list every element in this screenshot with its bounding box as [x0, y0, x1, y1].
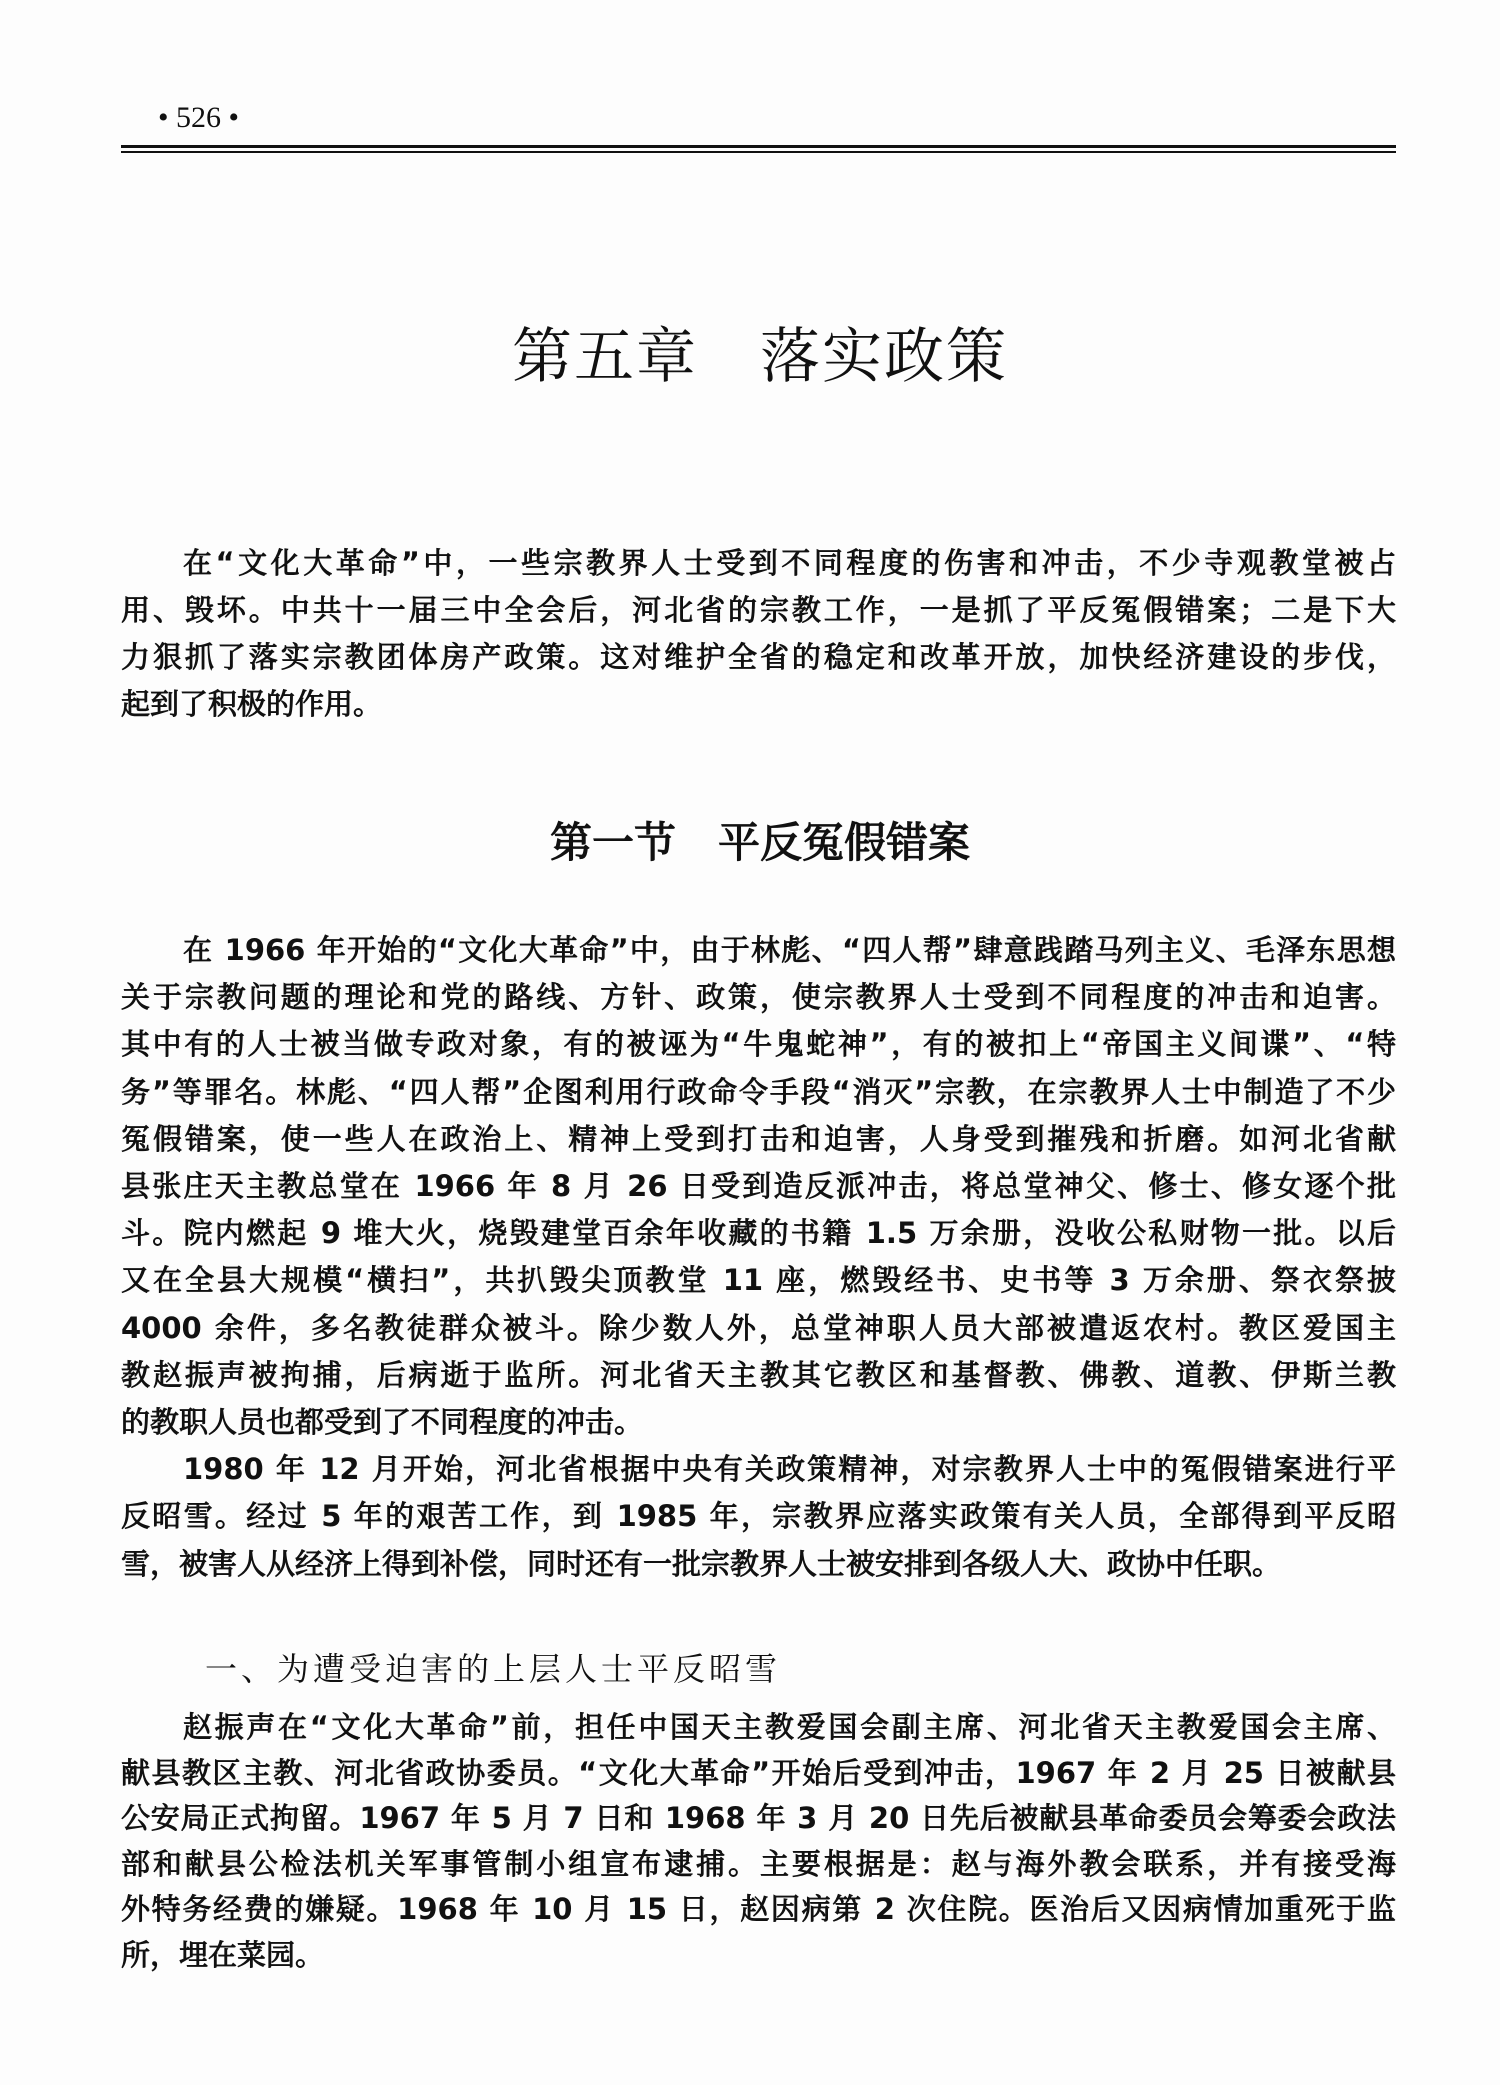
subsection-title: 一、为遭受迫害的上层人士平反昭雪	[205, 1650, 782, 1688]
text-line: 献县教区主教、河北省政协委员。“文化大革命”开始后受到冲击，1967 年 2 月 25 日被献县	[121, 1755, 1396, 1790]
text-line: 力狠抓了落实宗教团体房产政策。这对维护全省的稳定和改革开放，加快经济建设的步伐，	[121, 640, 1396, 674]
text-line: 4000 余件，多名教徒群众被斗。除少数人外，总堂神职人员大部被遣返农村。教区爱国主	[121, 1310, 1396, 1345]
text-line: 在“文化大革命”中，一些宗教界人士受到不同程度的伤害和冲击，不少寺观教堂被占	[183, 546, 1396, 580]
text-line: 关于宗教问题的理论和党的路线、方针、政策，使宗教界人士受到不同程度的冲击和迫害。	[121, 980, 1396, 1015]
section-title: 第一节 平反冤假错案	[549, 818, 970, 867]
text-line: 雪，被害人从经济上得到补偿，同时还有一批宗教界人士被安排到各级人大、政协中任职。	[121, 1546, 1282, 1581]
text-line: 外特务经费的嫌疑。1968 年 10 月 15 日，赵因病第 2 次住院。医治后又因病情加重死于监	[121, 1892, 1396, 1927]
text-line: 赵振声在“文化大革命”前，担任中国天主教爱国会副主席、河北省天主教爱国会主席、	[183, 1710, 1396, 1744]
text-line: 部和献县公检法机关军事管制小组宣布逮捕。主要根据是：赵与海外教会联系，并有接受海	[121, 1846, 1396, 1881]
chapter-title: 第五章 落实政策	[512, 322, 1008, 392]
text-line: 1980 年 12 月开始，河北省根据中央有关政策精神，对宗教界人士中的冤假错案进行平	[183, 1452, 1396, 1487]
text-line: 又在全县大规模“横扫”，共扒毁尖顶教堂 11 座，燃毁经书、史书等 3 万余册、祭衣祭披	[121, 1263, 1396, 1298]
text-line: 冤假错案，使一些人在政治上、精神上受到打击和迫害，人身受到摧残和折磨。如河北省献	[121, 1121, 1396, 1156]
text-line: 在 1966 年开始的“文化大革命”中，由于林彪、“四人帮”肆意践踏马列主义、毛泽东思想	[183, 933, 1396, 967]
header-rule-thick	[121, 145, 1396, 148]
text-line: 务”等罪名。林彪、“四人帮”企图利用行政命令手段“消灭”宗教，在宗教界人士中制造了不少	[121, 1074, 1396, 1109]
text-line: 斗。院内燃起 9 堆大火，烧毁建堂百余年收藏的书籍 1.5 万余册，没收公私财物一批。以后	[121, 1216, 1396, 1251]
text-line: 县张庄天主教总堂在 1966 年 8 月 26 日受到造反派冲击，将总堂神父、修士、修女逐个批	[121, 1169, 1396, 1203]
text-line: 所，埋在菜园。	[121, 1938, 325, 1972]
text-line: 公安局正式拘留。1967 年 5 月 7 日和 1968 年 3 月 20 日先后被献县革命委员会筹委会政法	[121, 1801, 1396, 1836]
text-line: 教赵振声被拘捕，后病逝于监所。河北省天主教其它教区和基督教、佛教、道教、伊斯兰教	[121, 1357, 1396, 1392]
page-number: • 526 •	[158, 101, 240, 134]
text-line: 其中有的人士被当做专政对象，有的被诬为“牛鬼蛇神”，有的被扣上“帝国主义间谍”、“特	[121, 1027, 1396, 1062]
header-rule-thin	[121, 151, 1396, 153]
text-line: 起到了积极的作用。	[121, 687, 383, 721]
text-line: 反昭雪。经过 5 年的艰苦工作，到 1985 年，宗教界应落实政策有关人员，全部得到平反昭	[121, 1499, 1396, 1534]
text-line: 用、毁坏。中共十一届三中全会后，河北省的宗教工作，一是抓了平反冤假错案；二是下大	[121, 593, 1396, 627]
text-line: 的教职人员也都受到了不同程度的冲击。	[121, 1405, 644, 1439]
